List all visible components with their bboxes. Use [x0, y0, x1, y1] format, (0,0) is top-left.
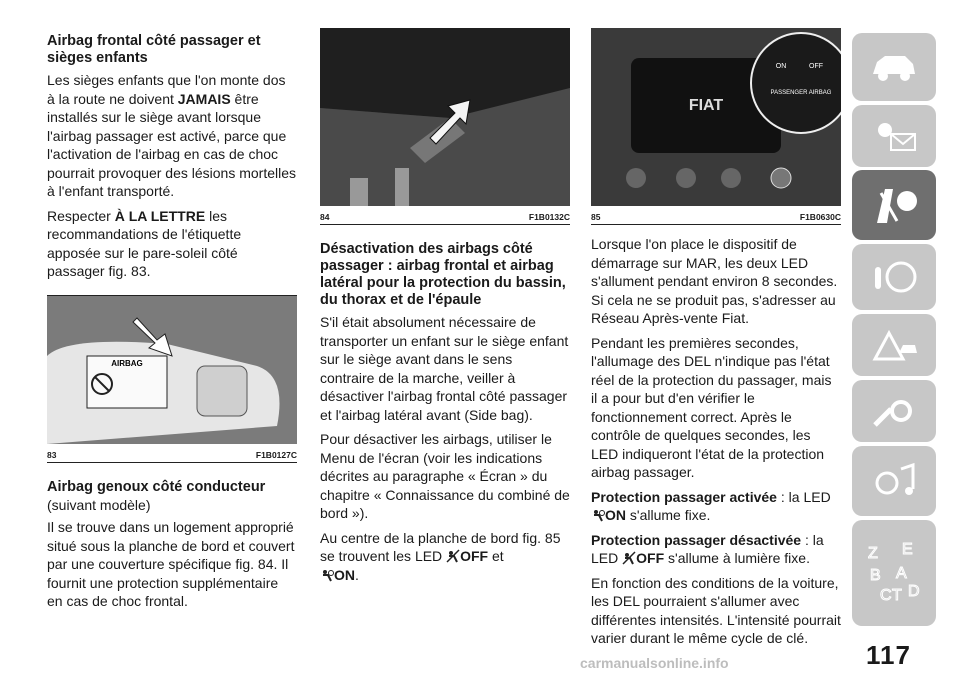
airbag-off-led-icon	[622, 551, 636, 565]
index-letters-icon	[862, 538, 926, 608]
figure-number: 83	[47, 449, 57, 460]
steering-key-icon	[869, 257, 919, 297]
svg-text:AIRBAG: AIRBAG	[111, 358, 143, 368]
paragraph: En fonction des conditions de la voiture, les DEL pourraient s'allumer avec différentes intensités. L'intensité pourrait varier durant le même cycle de clé.	[591, 574, 841, 646]
airbag-off-led-icon	[446, 549, 460, 563]
airbag-on-led-icon	[591, 508, 605, 522]
figure-number: 85	[591, 212, 601, 222]
paragraph: Respecter À LA LETTRE les recommandations de l'étiquette apposée sur le pare-soleil côté passager fig. 83.	[47, 207, 242, 279]
paragraph: Protection passager activée : la LED ON s'allume fixe.	[591, 488, 831, 523]
column-3	[591, 28, 841, 654]
svg-text:PASSENGER AIRBAG: PASSENGER AIRBAG	[770, 90, 832, 96]
side-tab-starting-driving[interactable]	[852, 244, 936, 310]
svg-text:FIAT: FIAT	[688, 97, 724, 114]
paragraph: Lorsque l'on place le dispositif de démarrage sur MAR, les deux LED s'allument pendant environ 8 secondes. Si cela ne se produit pas, s'adresser au Réseau Après-vente Fiat.	[591, 236, 838, 326]
figure-code: F1B0630C	[799, 212, 841, 222]
car-icon	[869, 50, 919, 84]
subheading: (suivant modèle)	[47, 496, 151, 513]
watermark: carmanualsonline.info	[580, 655, 729, 671]
figure-code: F1B0132C	[528, 212, 570, 222]
svg-text:E: E	[902, 541, 913, 558]
svg-text:Z: Z	[868, 545, 878, 562]
car-breakdown-icon	[869, 325, 919, 365]
svg-text:A: A	[896, 565, 907, 582]
paragraph: S'il était absolument nécessaire de transporter un enfant sur le siège enfant sur le siège avant dans le sens contraire de la marche, veiller à désactiver l'airbag frontal côté passager et l'airbag latéral avant (Side bag).	[320, 314, 569, 423]
sun-visor-illustration	[47, 296, 297, 444]
svg-text:ON: ON	[775, 63, 787, 70]
paragraph: Pendant les premières secondes, l'allumage des DEL n'indique pas l'état réel de la protection du passager, mais il a pour but d'en vérifier le fonctionnement correct. Après le contrôle de quelques secondes, les LED indiqueront l'état de la protection airbag passager.	[591, 334, 832, 480]
paragraph: Il se trouve dans un logement approprié situé sous la planche de bord et couvert par une couverture spécifique fig. 84. Il fournit une protection supplémentaire en cas de choc frontal.	[47, 519, 295, 609]
multimedia-icon	[869, 459, 919, 503]
page-number: 117	[866, 640, 911, 670]
side-tab-warning-lights[interactable]	[852, 105, 936, 167]
column-2	[320, 28, 570, 590]
side-tab-multimedia[interactable]	[852, 446, 936, 516]
svg-text:OFF: OFF	[809, 63, 823, 70]
paragraph: Pour désactiver les airbags, utiliser le Menu de l'écran (voir les indications décrites au paragraphe « Écran » du chapitre « Connaissance du combiné de bord »).	[320, 431, 570, 521]
figure-83	[47, 295, 297, 463]
warning-light-icon	[869, 116, 919, 156]
side-tab-servicing[interactable]	[852, 380, 936, 442]
side-tab-safety[interactable]	[852, 170, 936, 240]
svg-text:C: C	[880, 587, 892, 604]
wrench-gear-icon	[869, 391, 919, 431]
section-heading: Airbag frontal côté passager et sièges enfants	[47, 33, 261, 66]
svg-text:D: D	[908, 583, 920, 600]
airbag-on-led-icon	[320, 568, 334, 582]
figure-85	[591, 28, 841, 225]
paragraph: Protection passager désactivée : la LED OFF s'allume à lumière fixe.	[591, 531, 824, 566]
section-heading: Désactivation des airbags côté passager : airbag frontal et airbag latéral pour la protection du bassin, du thorax et de l'épaule	[320, 241, 566, 308]
dashboard-led-illustration	[591, 28, 841, 206]
section-heading: Airbag genoux côté conducteur	[47, 478, 266, 495]
knee-airbag-illustration	[320, 28, 570, 206]
svg-text:B: B	[870, 567, 881, 584]
side-tab-index[interactable]	[852, 520, 936, 626]
paragraph: Au centre de la planche de bord fig. 85 se trouvent les LED OFF et ON.	[320, 529, 561, 583]
figure-number: 84	[320, 212, 330, 222]
paragraph: Les sièges enfants que l'on monte dos à la route ne doivent JAMAIS être installés sur le siège avant lorsque l'airbag passager est activé, parce que l'activation de l'airbag en cas de choc pourrait provoquer des lésions mortelles à l'enfant transporté.	[47, 72, 297, 199]
side-tab-car[interactable]	[852, 33, 936, 101]
figure-84	[320, 28, 570, 225]
side-tab-emergency[interactable]	[852, 314, 936, 376]
svg-text:T: T	[892, 587, 902, 604]
seatbelt-airbag-icon	[867, 183, 921, 227]
column-1	[47, 33, 297, 617]
figure-code: F1B0127C	[255, 449, 297, 460]
